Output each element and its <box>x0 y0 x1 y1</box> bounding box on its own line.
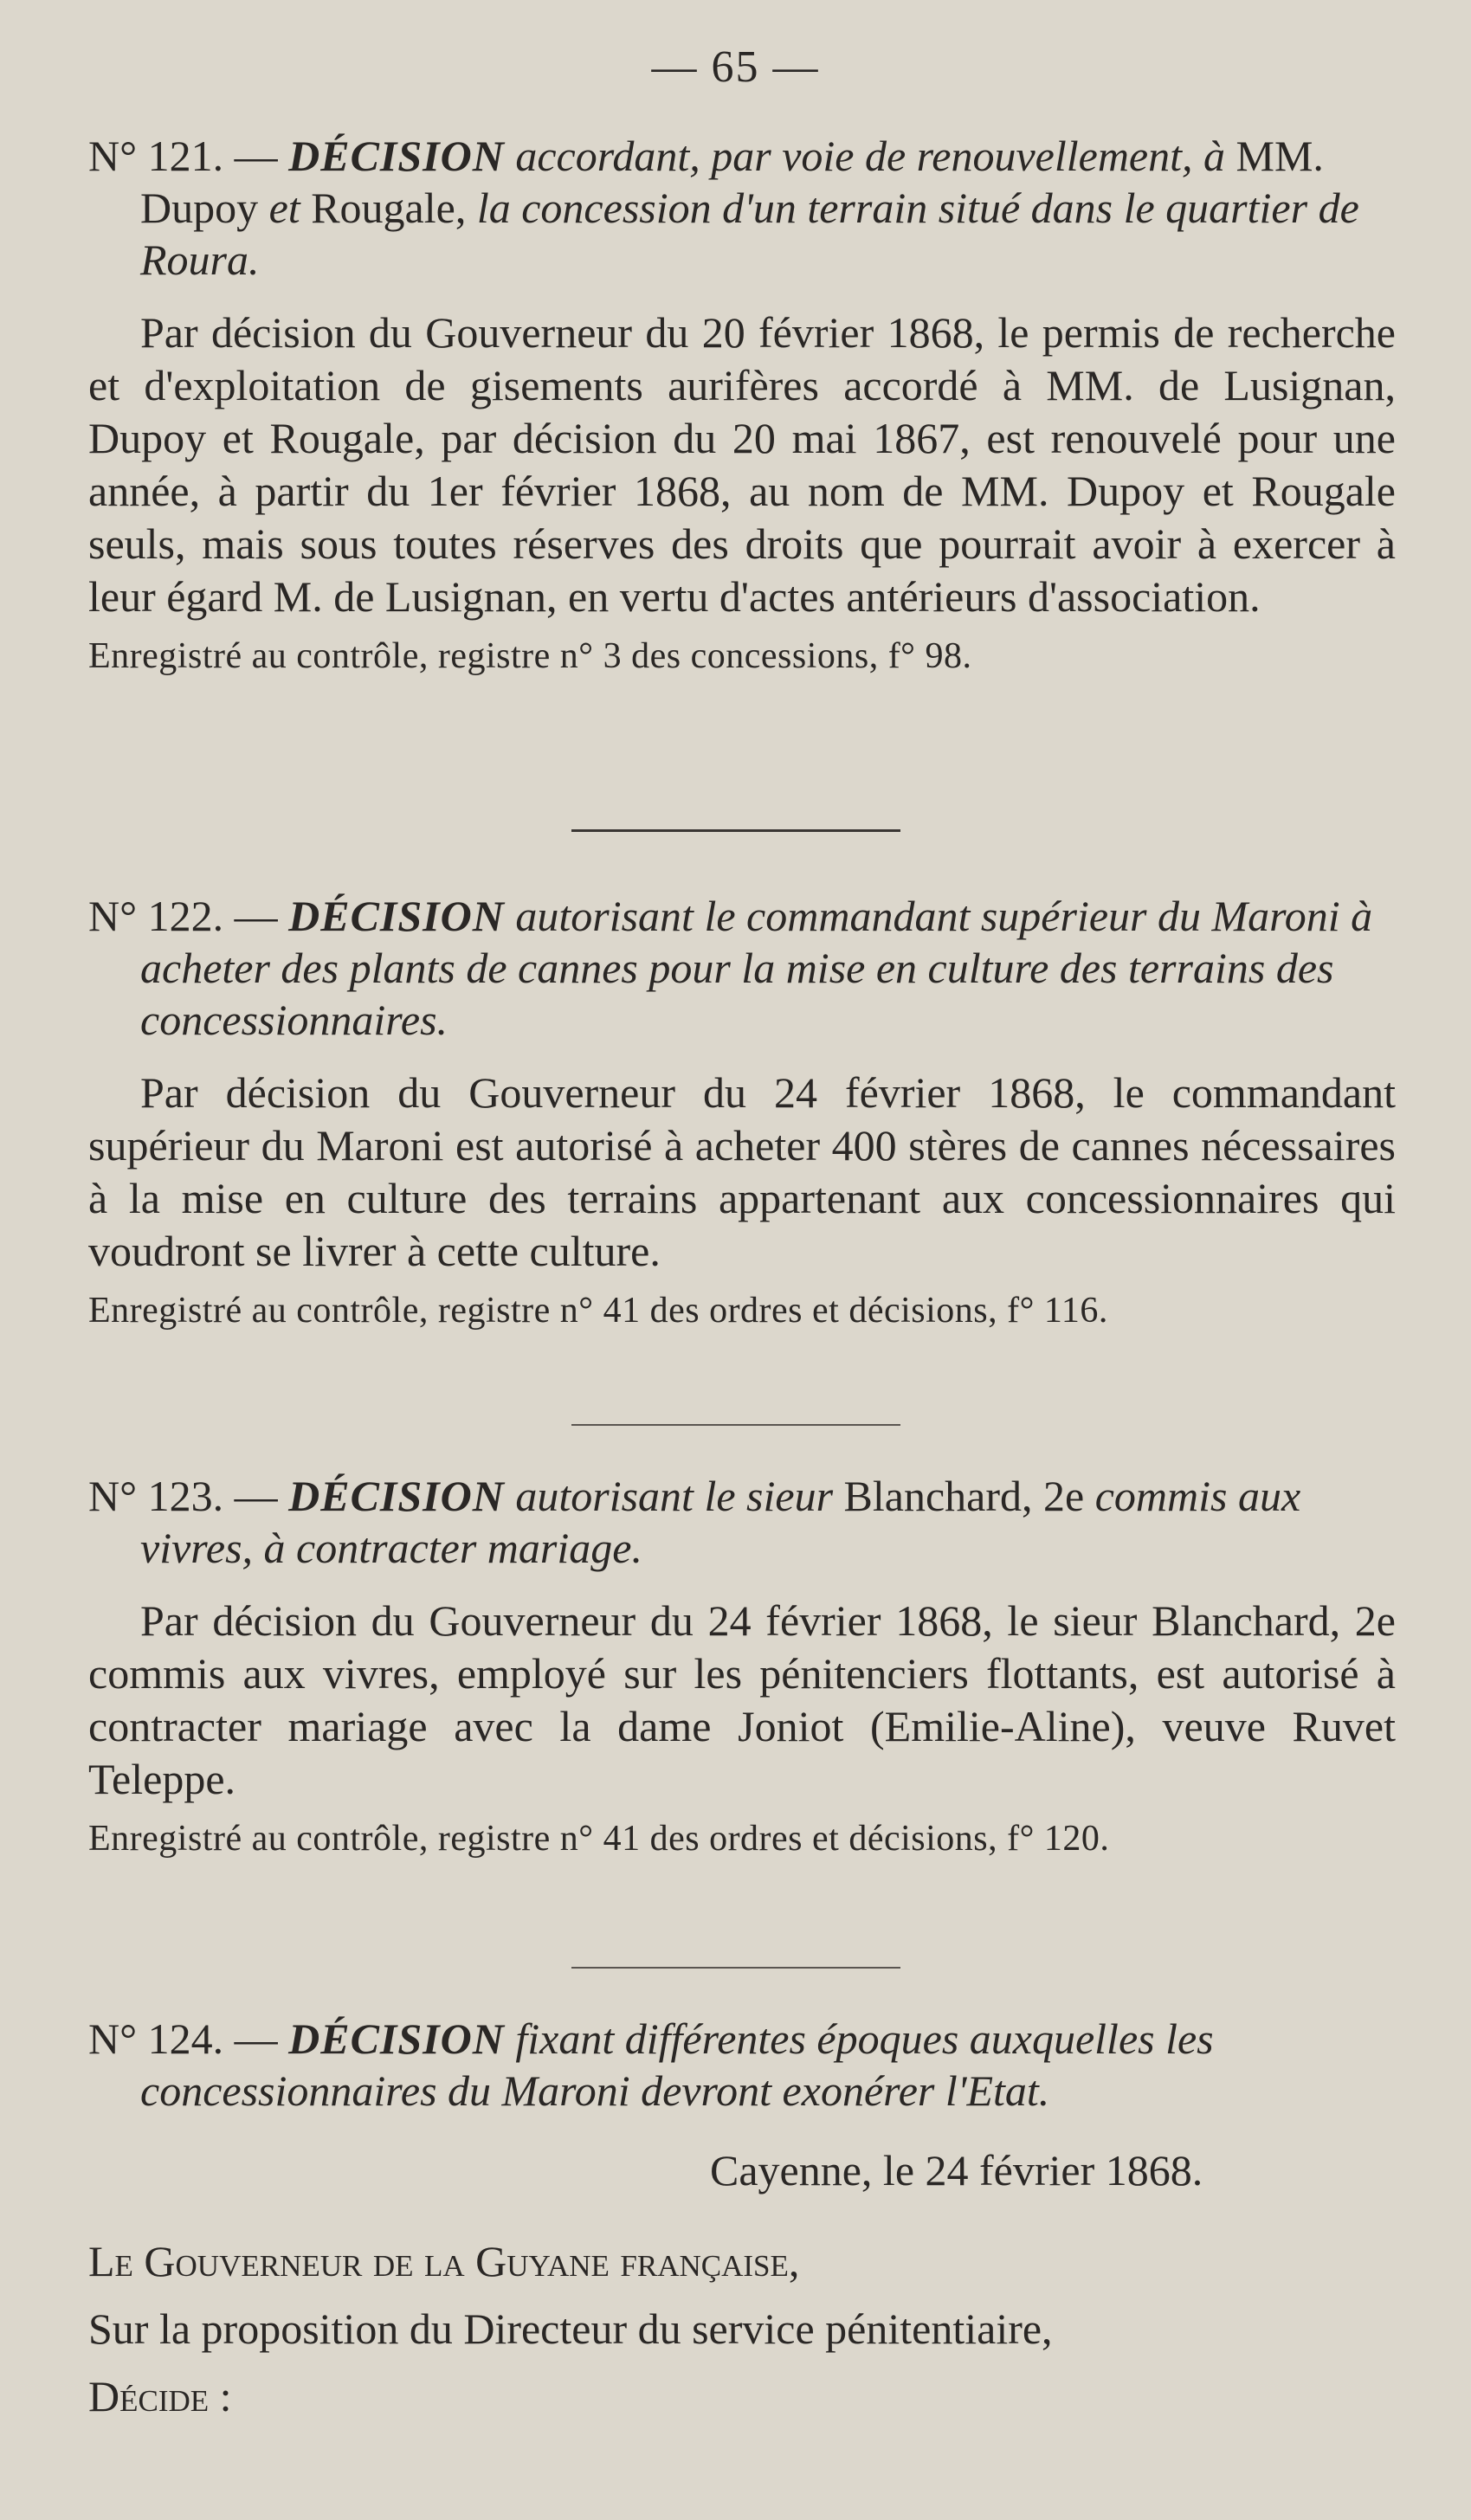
entry-124 <box>88 2013 1396 2117</box>
entry-register: Enregistré au contrôle, registre n° 41 des ordres et décisions, f° 116. <box>88 1291 1108 1331</box>
entry-heading: N° 124. — DÉCISION fixant différentes époques auxquelles les concessionnaires du Maroni devront exonérer l'Etat. <box>88 2014 1214 2115</box>
proposal-line: Sur la proposition du Directeur du service pénitentiaire, <box>88 2304 1053 2353</box>
entry-heading: N° 121. — DÉCISION accordant, par voie de renouvellement, à MM. Dupoy et Rougale, la concession d'un terrain situé dans le quartier de Roura. <box>88 132 1359 284</box>
entry-122 <box>88 890 1396 1333</box>
decision-word: DÉCISION <box>288 132 505 180</box>
entry-heading: N° 122. — DÉCISION autorisant le commandant supérieur du Maroni à acheter des plants de cannes pour la mise en culture des terrains des concessionnaires. <box>88 892 1373 1044</box>
separator-rule <box>571 1424 900 1426</box>
date-line: Cayenne, le 24 février 1868. <box>710 2146 1203 2195</box>
entry-heading: N° 123. — DÉCISION autorisant le sieur Blanchard, 2e commis aux vivres, à contracter mariage. <box>88 1472 1301 1572</box>
governor-line: Le Gouverneur de la Guyane française, <box>88 2237 800 2285</box>
entry-body: Par décision du Gouverneur du 24 février 1868, le sieur Blanchard, 2e commis aux vivres, employé sur les pénitenciers flottants, est autorisé à contracter mariage avec la dame Joniot (Emilie-Aline), veuve Ruvet Teleppe. <box>88 1596 1396 1803</box>
decision-word: DÉCISION <box>288 1472 505 1520</box>
entry-number: N° 123. — <box>88 1472 278 1520</box>
entry-number: N° 122. — <box>88 892 278 940</box>
entry-121 <box>88 130 1396 679</box>
decides-line: Décide : <box>88 2372 232 2420</box>
entry-number: N° 121. — <box>88 132 278 180</box>
entry-123 <box>88 1470 1396 1861</box>
page-number: — 65 — <box>651 42 820 92</box>
entry-body: Par décision du Gouverneur du 20 février 1868, le permis de recherche et d'exploitation de gisements aurifères accordé à MM. de Lusignan, Dupoy et Rougale, par décision du 20 mai 1867, est renouvelé pour une année, à partir du 1er février 1868, au nom de MM. Dupoy et Rougale seuls, mais sous toutes réserves des droits que pourrait avoir à exercer à leur égard M. de Lusignan, en vertu d'actes antérieurs d'association. <box>88 308 1396 621</box>
entry-body: Par décision du Gouverneur du 24 février 1868, le commandant supérieur du Maroni est autorisé à acheter 400 stères de cannes nécessaires à la mise en culture des terrains appartenant aux concessionnaires qui voudront se livrer à cette culture. <box>88 1068 1396 1275</box>
entry-register: Enregistré au contrôle, registre n° 41 des ordres et décisions, f° 120. <box>88 1819 1110 1859</box>
separator-rule <box>571 1967 900 1969</box>
entry-number: N° 124. — <box>88 2014 278 2063</box>
entry-register: Enregistré au contrôle, registre n° 3 des concessions, f° 98. <box>88 636 972 676</box>
decision-word: DÉCISION <box>288 2014 505 2063</box>
decision-word: DÉCISION <box>288 892 505 940</box>
separator-rule <box>571 829 900 832</box>
